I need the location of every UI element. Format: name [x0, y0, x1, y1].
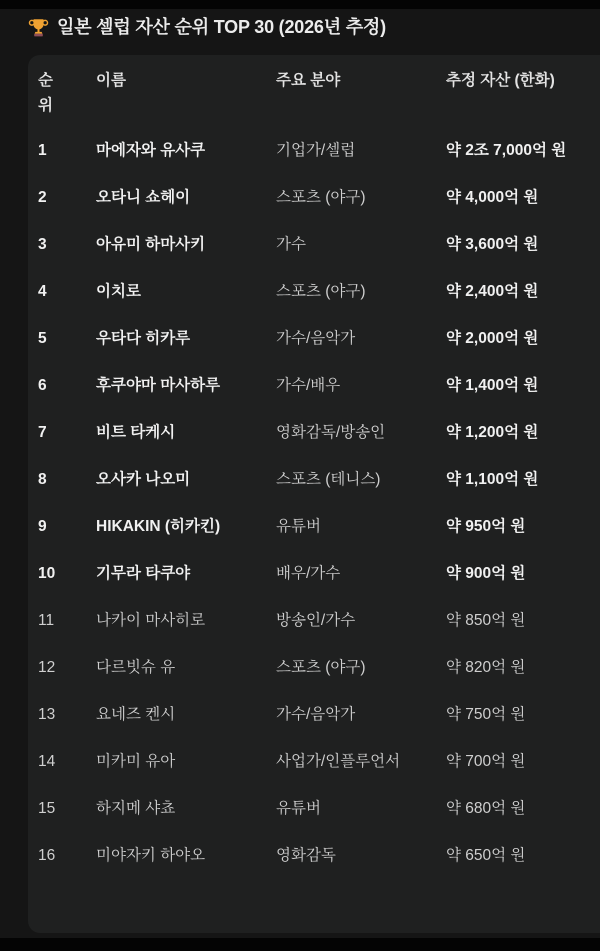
asset-cell: 약 820억 원: [446, 659, 526, 676]
rank-cell: 11: [38, 612, 55, 629]
field-cell: 방송인/가수: [276, 612, 356, 629]
field-cell: 사업가/인플루언서: [276, 753, 401, 770]
table-row: [28, 503, 600, 550]
asset-cell: 약 850억 원: [446, 612, 526, 629]
table-row: [28, 597, 600, 644]
asset-cell: 약 650억 원: [446, 847, 526, 864]
asset-cell: 약 2,400억 원: [446, 283, 539, 300]
name-cell: 아유미 하마사키: [96, 236, 206, 253]
field-cell: 유튜버: [276, 800, 321, 817]
asset-cell: 약 700억 원: [446, 753, 526, 770]
asset-cell: 약 750억 원: [446, 706, 526, 723]
column-header-asset: 추정 자산 (한화): [446, 72, 555, 89]
rank-cell: 1: [38, 142, 47, 159]
rank-cell: 10: [38, 565, 56, 582]
table-row: [28, 362, 600, 409]
field-cell: 배우/가수: [276, 565, 341, 582]
table-row: [28, 738, 600, 785]
rank-cell: 2: [38, 189, 47, 206]
table-row: [28, 785, 600, 832]
column-header-field: 주요 분야: [276, 72, 341, 89]
column-header-rank: 순위: [38, 72, 53, 114]
table-row: [28, 456, 600, 503]
name-cell: 이치로: [96, 283, 141, 300]
table-row: [28, 832, 600, 879]
field-cell: 스포츠 (야구): [276, 283, 366, 300]
name-cell: 미카미 유아: [96, 753, 176, 770]
rank-cell: 5: [38, 330, 47, 347]
name-cell: 비트 타케시: [96, 424, 176, 441]
field-cell: 가수/음악가: [276, 706, 356, 723]
field-cell: 기업가/셀럽: [276, 142, 356, 159]
rank-cell: 8: [38, 471, 47, 488]
name-cell: 다르빗슈 유: [96, 659, 176, 676]
title-bar: [28, 13, 590, 41]
table-row: [28, 409, 600, 456]
asset-cell: 약 3,600억 원: [446, 236, 539, 253]
rank-cell: 14: [38, 753, 56, 770]
rank-cell: 13: [38, 706, 56, 723]
table-row: [28, 644, 600, 691]
asset-cell: 약 1,200억 원: [446, 424, 539, 441]
field-cell: 가수/음악가: [276, 330, 356, 347]
table-row: [28, 127, 600, 174]
asset-cell: 약 2조 7,000억 원: [446, 142, 567, 159]
name-cell: 우타다 히카루: [96, 330, 191, 347]
name-cell: 나카이 마사히로: [96, 612, 206, 629]
field-cell: 유튜버: [276, 518, 321, 535]
column-header-name: 이름: [96, 72, 126, 89]
asset-cell: 약 900억 원: [446, 565, 526, 582]
table-row: [28, 174, 600, 221]
field-cell: 영화감독: [276, 847, 336, 864]
rank-cell: 7: [38, 424, 47, 441]
bottom-strip: [0, 938, 600, 951]
name-cell: 오타니 쇼헤이: [96, 189, 191, 206]
ranking-panel: [28, 55, 600, 933]
field-cell: 가수/배우: [276, 377, 341, 394]
rank-cell: 6: [38, 377, 47, 394]
asset-cell: 약 1,400억 원: [446, 377, 539, 394]
rank-cell: 16: [38, 847, 56, 864]
name-cell: 미야자키 하야오: [96, 847, 206, 864]
rank-cell: 15: [38, 800, 56, 817]
rank-cell: 12: [38, 659, 56, 676]
name-cell: HIKAKIN (히카킨): [96, 518, 221, 535]
asset-cell: 약 950억 원: [446, 518, 526, 535]
asset-cell: 약 680억 원: [446, 800, 526, 817]
table-row: [28, 268, 600, 315]
table-row: [28, 691, 600, 738]
top-strip: [0, 0, 600, 9]
table-row: [28, 315, 600, 362]
rank-cell: 4: [38, 283, 47, 300]
table-row: [28, 550, 600, 597]
field-cell: 가수: [276, 236, 306, 253]
rank-cell: 3: [38, 236, 47, 253]
field-cell: 스포츠 (테니스): [276, 471, 381, 488]
asset-cell: 약 4,000억 원: [446, 189, 539, 206]
name-cell: 기무라 타쿠야: [96, 565, 191, 582]
field-cell: 스포츠 (야구): [276, 189, 366, 206]
name-cell: 마에자와 유사쿠: [96, 142, 206, 159]
field-cell: 스포츠 (야구): [276, 659, 366, 676]
rank-cell: 9: [38, 518, 47, 535]
ranking-table: [28, 55, 600, 879]
trophy-icon: [28, 17, 49, 38]
asset-cell: 약 2,000억 원: [446, 330, 539, 347]
field-cell: 영화감독/방송인: [276, 424, 386, 441]
header-row: [28, 55, 600, 127]
page-title: 일본 셀럽 자산 순위 TOP 30 (2026년 추정): [57, 17, 386, 37]
name-cell: 오사카 나오미: [96, 471, 191, 488]
name-cell: 하지메 샤쵸: [96, 800, 176, 817]
asset-cell: 약 1,100억 원: [446, 471, 539, 488]
name-cell: 후쿠야마 마사하루: [96, 377, 221, 394]
name-cell: 요네즈 켄시: [96, 706, 176, 723]
table-row: [28, 221, 600, 268]
